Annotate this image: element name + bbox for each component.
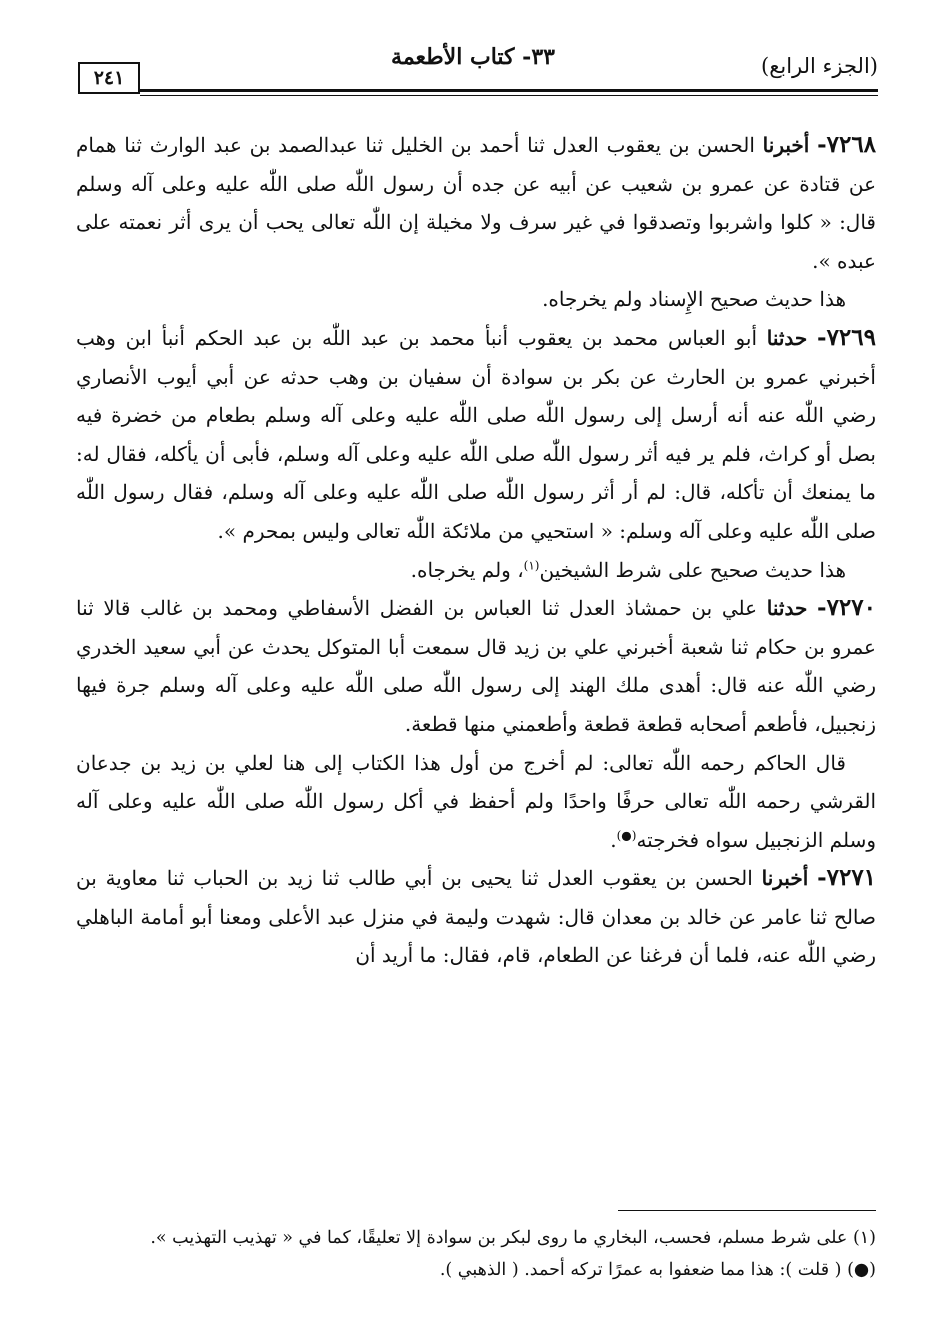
hadith-number: ٧٢٦٨- (817, 131, 877, 158)
hadith-number: ٧٢٦٩- (817, 323, 876, 351)
hadith-number: ٧٢٧١- (817, 864, 877, 892)
hadith-number: ٧٢٧٠- (817, 594, 876, 622)
chapter-title: ٣٣- كتاب الأطعمة (391, 44, 555, 70)
footnote-reference: (١) (523, 557, 540, 572)
hadith-text: الحسن بن يعقوب العدل ثنا أحمد بن الخليل ثنا عبدالصمد بن عبد الوارث ثنا همام عن قتادة عن عمرو بن شعيب عن أبيه عن جده أن رسول اللّٰه صلى اللّٰه عليه وعلى آله وسلم قال: « كلوا واشربوا وتصدقوا في غير سرف ولا مخيلة إن اللّٰه تعالى يحب أن يرى أثر نعمته على عبده ». (76, 133, 876, 273)
hadith-entry (76, 126, 876, 280)
hadith-verdict (76, 280, 876, 319)
footnote (76, 1222, 876, 1254)
footnote (76, 1254, 876, 1286)
footnote-text: ( قلت ): هذا مما ضعفوا به عمرًا تركه أحمد. ( الذهبي ). (439, 1260, 842, 1280)
hadith-lead-word: حدثنا (766, 325, 808, 350)
footnote-divider (618, 1210, 876, 1211)
hadith-text: الحسن بن يعقوب العدل ثنا يحيى بن أبي طالب ثنا زيد بن الحباب ثنا معاوية بن صالح ثنا عامر عن خالد بن معدان قال: شهدت وليمة في منزل عبد الأعلى ومعنا أبو أمامة الباهلي رضي اللّٰه عنه، فلما أن فرغنا عن الطعام، قام، فقال: ما أريد أن (76, 866, 876, 968)
hadith-lead-word: أخبرنا (761, 866, 809, 891)
page-header (78, 38, 878, 98)
hadith-entry (76, 589, 876, 743)
footnote-reference: (●) (616, 828, 637, 843)
footnote-marker: (١) (852, 1228, 876, 1248)
footnote-text: على شرط مسلم، فحسب، البخاري ما روى لبكر بن سوادة إلا تعليقًا، كما في « تهذيب التهذيب ». (150, 1228, 848, 1248)
hadith-lead-word: أخبرنا (762, 133, 810, 157)
hadith-lead-word: حدثنا (766, 596, 808, 621)
verdict-text: هذا حديث صحيح على شرط الشيخين (539, 557, 846, 582)
hadith-text: علي بن حمشاذ العدل ثنا العباس بن الفضل الأسفاطي ومحمد بن غالب قالا ثنا عمرو بن حكام ثنا شعبة أخبرني علي بن زيد قال سمعت أبا المتوكل يحدث عن أبي سعيد الخدري رضي اللّٰه عنه قال: أهدى ملك الهند إلى رسول اللّٰه صلى اللّٰه عليه وعلى آله وسلم جرة فيها زنجبيل، فأطعم أصحابه قطعة قطعة وأطعمني منها قطعة. (76, 596, 877, 736)
main-text (76, 126, 876, 975)
footnote-marker: (●) (847, 1260, 876, 1280)
header-divider-thin (140, 95, 878, 96)
hadith-text: أبو العباس محمد بن يعقوب أنبأ محمد بن عبد اللّٰه بن عبد الحكم أنبأ ابن وهب أخبرني عمرو بن الحارث عن بكر بن سوادة أن سفيان بن وهب حدثه عن أبي أيوب الأنصاري رضي اللّٰه عنه أنه أرسل إلى رسول اللّٰه صلى اللّٰه عليه وعلى آله وسلم بطعام من خضرة فيه بصل أو كراث، فلم ير فيه أثر رسول اللّٰه صلى اللّٰه عليه وعلى آله وسلم، فأبى أن يأكله، فقال له: ما يمنعك أن تأكله، قال: لم أر أثر رسول اللّٰه صلى اللّٰه عليه وعلى آله وسلم، فقال رسول اللّٰه صلى اللّٰه عليه وعلى آله وسلم: « استحيي من ملائكة اللّٰه تعالى وليس بمحرم ». (76, 325, 876, 543)
page-number: ٢٤١ (78, 62, 140, 94)
hadith-entry (76, 319, 876, 551)
hadith-entry (76, 859, 876, 975)
verdict-text-end: ، ولم يخرجاه. (410, 557, 524, 582)
header-divider-thick (140, 89, 878, 92)
comment-text: قال الحاكم رحمه اللّٰه تعالى: لم أخرج من أول هذا الكتاب إلى هنا لعلي بن زيد بن جدعان القرشي رحمه اللّٰه تعالى حرفًا واحدًا ولم أحفظ في أكل رسول اللّٰه صلى اللّٰه عليه وعلى آله وسلم الزنجبيل سواه فخرجته (76, 750, 876, 852)
footnotes (76, 1222, 876, 1286)
hadith-verdict (76, 551, 876, 590)
author-comment (76, 744, 876, 860)
comment-text-end: . (610, 827, 617, 852)
volume-title: (الجزء الرابع) (761, 54, 878, 78)
verdict-text: هذا حديث صحيح الإِسناد ولم يخرجاه. (542, 287, 846, 312)
